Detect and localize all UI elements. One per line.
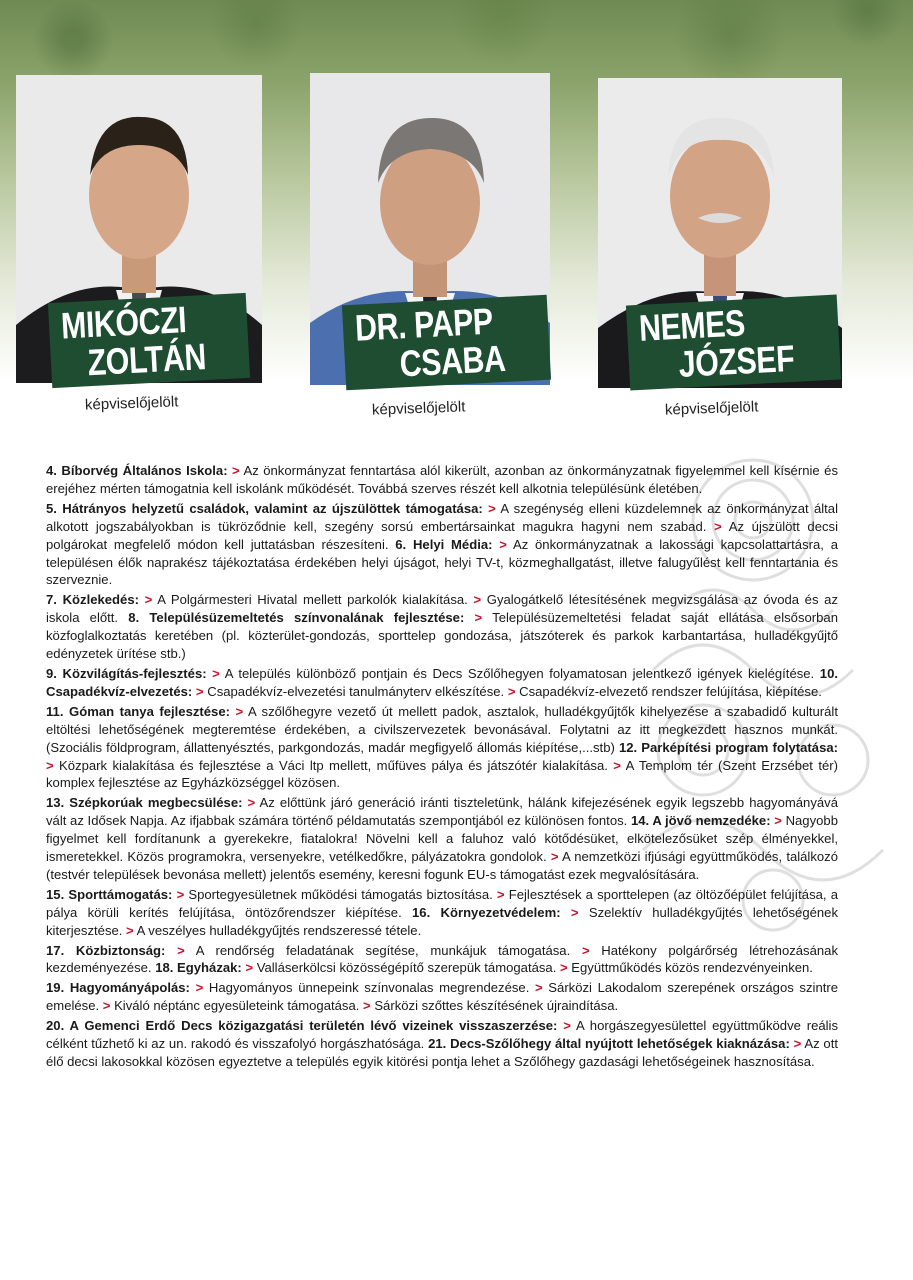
program-text-segment: Sportegyesületnek működési támogatás biztosítása.: [184, 886, 497, 902]
program-heading: 14. A jövő nemzedéke:: [630, 813, 771, 829]
bullet-arrow-icon: >: [507, 683, 516, 699]
bullet-arrow-icon: >: [789, 1036, 802, 1052]
program-heading: 19. Hagyományápolás:: [46, 980, 190, 996]
program-paragraph: [46, 794, 838, 884]
program-text-segment: A nemzetközi ifjúsági együttműködés, találkozó (testvér települések bevonása mellett) jelentős esemény, keresni fogunk EU-s támogatást ezek megvalósítására.: [46, 849, 838, 882]
program-paragraph: [46, 591, 838, 663]
program-text-segment: A horgászegyesülettel együttműködve reális célként tűzhető ki az un. rakodó és visszafolyó horgászhatósága.: [46, 1018, 839, 1052]
program-heading: 8. Településüzemeltetés színvonalának fejlesztése:: [128, 610, 465, 626]
program-paragraph: [46, 703, 838, 793]
candidate-last-name: JÓZSEF: [677, 337, 796, 385]
bullet-arrow-icon: >: [482, 500, 496, 516]
candidate-name-2: [342, 295, 551, 391]
bullet-arrow-icon: >: [206, 665, 220, 681]
bullet-arrow-icon: >: [535, 980, 543, 996]
bullet-arrow-icon: >: [550, 849, 559, 865]
program-heading: 17. Közbiztonság:: [46, 942, 166, 958]
program-heading: 21. Decs-Szőlőhegy által nyújtott lehetőségek kiaknázása:: [428, 1036, 790, 1052]
program-paragraph: [46, 942, 838, 978]
program-heading: 20. A Gemenci Erdő Decs közigazgatási területén lévő vizeinek visszaszerzése:: [46, 1018, 558, 1034]
bullet-arrow-icon: >: [102, 998, 111, 1014]
bullet-arrow-icon: >: [165, 942, 185, 958]
program-text-segment: Valláserkölcsi közösségépítő szerepük támogatása.: [253, 960, 560, 976]
program-text-segment: Gyalogátkelő létesítésének megvizsgálása az óvoda és az iskola előtt.: [46, 592, 838, 626]
program-heading: 16. Környezetvédelem:: [412, 904, 561, 920]
program-text-segment: Hagyományos ünnepeink színvonalas megrendezése.: [203, 980, 535, 996]
program-text-segment: A Templom tér (Szent Erzsébet tér) komplex fejlesztése az Egyházközséggel közösen.: [46, 757, 838, 791]
bullet-arrow-icon: >: [492, 536, 507, 552]
candidate-role-2: képviselőjelölt: [371, 398, 466, 419]
program-text-segment: Kiváló néptánc egyesületeink támogatása.: [110, 998, 364, 1014]
bullet-arrow-icon: >: [473, 592, 482, 608]
bullet-arrow-icon: >: [241, 960, 254, 976]
program-text-segment: Sárközi Lakodalom szerepének országos szintre emelése.: [46, 980, 839, 1014]
bullet-arrow-icon: >: [581, 942, 590, 958]
candidate-role-3: képviselőjelölt: [664, 398, 759, 419]
program-text-segment: Az ott élő decsi lakosokkal közösen egyeztetve a település egyik kitörési pontja lehet a Szőlőhegy gazdasági lehetőségeinek hasznosítása.: [46, 1036, 838, 1069]
bullet-arrow-icon: >: [714, 518, 722, 534]
bullet-arrow-icon: >: [138, 592, 153, 608]
bullet-arrow-icon: >: [363, 998, 371, 1014]
program-heading: 12. Parképítési program folytatása:: [618, 739, 838, 755]
program-text-segment: A szegénység elleni küzdelemnek az önkormányzat által alkotott jogszabályokban is tükröződnie kell, szegény sorsú embertársainkat magukra hagyni nem szabad.: [46, 500, 838, 534]
program-text-segment: Nagyobb figyelmet kell fordítanunk a gyerekekre, fiatalokra! Növelni kell a faluhoz való kötődésüket, elkötelezősüket szép élményekkel, ismeretekkel. Közös programokra, versenyekre, vetélkedőkre, pályázatokra gondolok.: [46, 813, 838, 865]
bullet-arrow-icon: >: [496, 886, 505, 902]
candidate-last-name: ZOLTÁN: [86, 335, 207, 383]
candidate-name-1: [48, 293, 250, 389]
bullet-arrow-icon: >: [192, 683, 204, 699]
program-heading: 11. Góman tanya fejlesztése:: [46, 703, 230, 719]
program-text-segment: Az újszülött decsi polgárokat megfelelő módon kell juttatásban részesíteni.: [46, 518, 838, 552]
program-text-segment: Az önkormányzatnak a lakossági kapcsolattartásra, a településen élők naprakész tájékoztatása érdekében helyi újságot, helyi TV-t, közmeghallgatást, illetve falugyűlést kell fenntartania és szerveznie.: [46, 536, 838, 588]
candidate-role-1: képviselőjelölt: [84, 393, 179, 414]
program-text-segment: Szelektív hulladékgyűjtés lehetőségének kiterjesztése.: [46, 904, 838, 938]
program-text-segment: Közpark kialakítása és fejlesztése a Váci ltp mellett, műfüves pálya és játszótér kialakítása.: [53, 757, 614, 773]
candidate-first-name: MIKÓCZI: [60, 299, 188, 347]
program-heading: 9. Közvilágítás-fejlesztés:: [46, 665, 207, 681]
bullet-arrow-icon: >: [46, 757, 54, 773]
program-text-segment: A veszélyes hulladékgyűjtés rendszeressé tétele.: [133, 922, 422, 938]
program-heading: 18. Egyházak:: [155, 960, 242, 976]
program-heading: 10. Csapadékvíz-elvezetés:: [46, 665, 838, 699]
bullet-arrow-icon: >: [242, 795, 256, 811]
program-text-segment: A település különböző pontjain és Decs Szőlőhegyen folyamatosan jelentkező igények kielégítése.: [219, 665, 820, 681]
program-paragraph: [46, 500, 838, 590]
program-paragraph: [46, 886, 838, 940]
program-heading: 13. Szépkorúak megbecsülése:: [46, 795, 243, 811]
program-text-segment: A rendőrség feladatának segítése, munkájuk támogatása.: [184, 942, 582, 958]
program-text: [46, 462, 838, 1073]
program-paragraph: [46, 665, 838, 701]
bullet-arrow-icon: >: [189, 980, 204, 996]
program-text-segment: Településüzemeltetési feladat saját ellátása elsősorban közfoglalkoztatás keretében (pl. közterület-gondozás, sporttelep gondozása, játszóterek és parkok karbantartása, hulladékgyűjtő edényzetek ürítése stb.): [46, 610, 838, 662]
program-text-segment: Fejlesztések a sporttelepen (az öltözőépület felújítása, a pálya körüli kerítés felújítása, öntözőrendszer kiépítése.: [46, 886, 838, 920]
program-text-segment: Együttműködés közös rendezvényeinken.: [567, 960, 813, 976]
bullet-arrow-icon: >: [557, 1018, 571, 1034]
bullet-arrow-icon: >: [560, 904, 579, 920]
bullet-arrow-icon: >: [229, 703, 244, 719]
program-paragraph: [46, 462, 838, 498]
program-text-segment: Csapadékvíz-elvezetési tanulmányterv elkészítése.: [203, 683, 508, 699]
program-paragraph: [46, 979, 838, 1015]
program-heading: 5. Hátrányos helyzetű családok, valamint az újszülöttek támogatása:: [46, 500, 483, 516]
bullet-arrow-icon: >: [464, 610, 483, 626]
bullet-arrow-icon: >: [126, 922, 134, 938]
program-text-segment: A Polgármesteri Hivatal mellett parkolók kialakítása.: [152, 592, 474, 608]
bullet-arrow-icon: >: [560, 960, 568, 976]
candidate-first-name: NEMES: [638, 302, 746, 349]
program-text-segment: Hatékony polgárőrség létrehozásának kezdeményezése.: [46, 942, 839, 976]
bullet-arrow-icon: >: [227, 463, 240, 478]
bullet-arrow-icon: >: [613, 757, 621, 773]
candidate-last-name: CSABA: [398, 337, 507, 385]
program-text-segment: Az önkormányzat fenntartása alól kikerült, azonban az önkormányzatnak figyelemmel kell kísérnie és erejéhez mérten támogatnia kell iskolánk működését. Továbbá szerves részét kell alkotnia településünk életében.: [46, 463, 838, 496]
program-heading: 15. Sporttámogatás:: [46, 886, 173, 902]
program-paragraph: [46, 1017, 838, 1071]
bullet-arrow-icon: >: [172, 886, 185, 902]
program-text-segment: Sárközi szőttes készítésének újraindítása.: [370, 998, 619, 1014]
bullet-arrow-icon: >: [770, 813, 782, 829]
program-heading: 6. Helyi Média:: [395, 536, 493, 552]
program-heading: 4. Bíborvég Általános Iskola:: [46, 463, 228, 478]
program-text-segment: Az előttünk járó generáció iránti tiszteletünk, hálánk kifejezésének egyik legszebb hagyományává vált az Idősek Napja. Az ifjabbak számára történő példamutatás szempontjából ez különösen fontos.: [46, 795, 838, 829]
program-text-segment: Csapadékvíz-elvezető rendszer felújítása, kiépítése.: [515, 683, 822, 699]
candidate-name-3: [626, 295, 841, 391]
program-heading: 7. Közlekedés:: [46, 592, 139, 608]
candidate-first-name: DR. PAPP: [354, 300, 494, 349]
program-text-segment: A szőlőhegyre vezető út mellett padok, asztalok, hulladékgyűjtők kihelyezése a szabadidő kulturált eltöltési lehetőségének megteremtése érdekében, a civilszervezetek bevonásával. Folytatni az itt megkezdett hasznos munkát. (Szociális földprogram, állattenyésztés, parkgondozás, madár megfigyelő állomás kiépítése,...stb): [46, 703, 838, 755]
